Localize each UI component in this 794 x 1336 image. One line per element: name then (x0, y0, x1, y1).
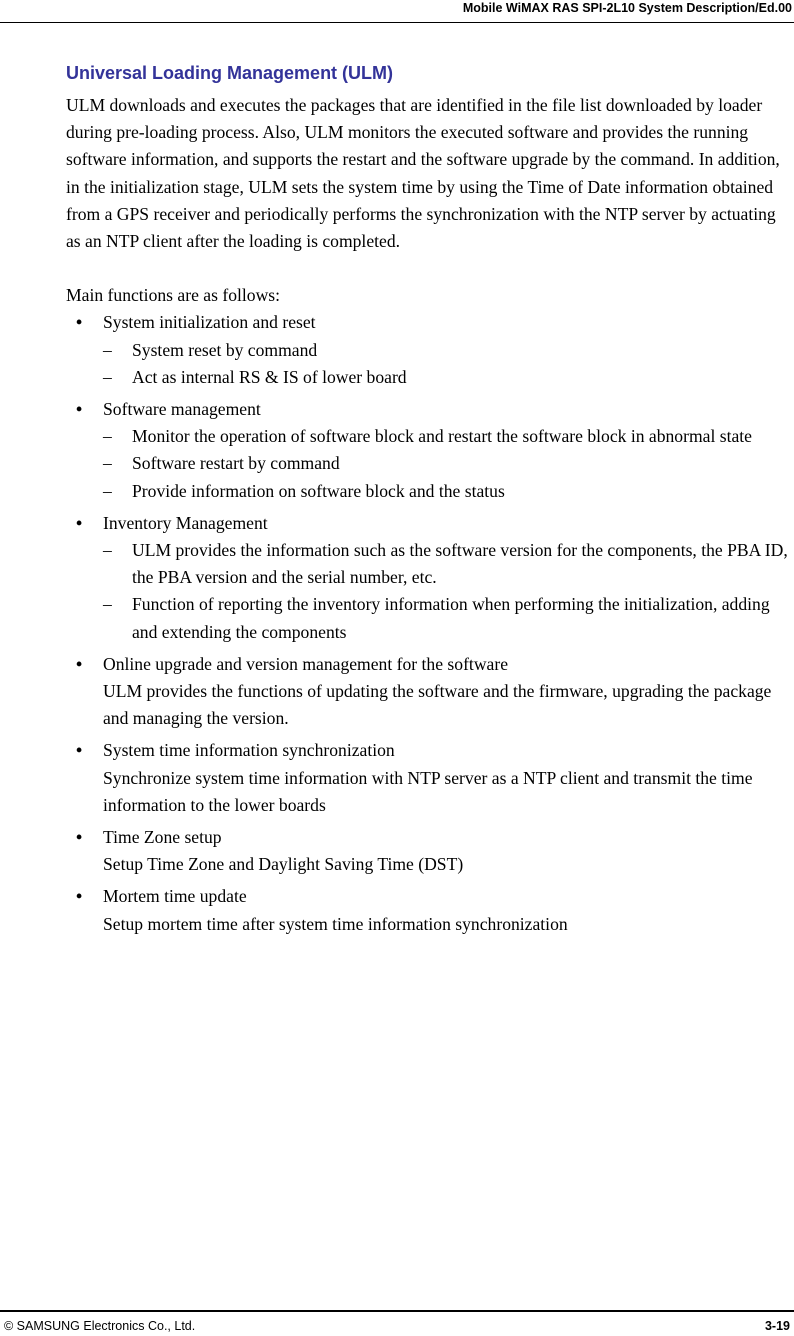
function-item (66, 396, 794, 505)
sub-item-text: Function of reporting the inventory information when performing the initialization, adding and extending the components (132, 594, 770, 642)
sub-item (103, 450, 794, 477)
function-item (66, 651, 794, 733)
function-item (66, 309, 794, 391)
sub-item (103, 364, 794, 391)
dash-icon: – (103, 453, 112, 474)
function-description: ULM provides the functions of updating the software and the firmware, upgrading the package and managing the version. (103, 681, 772, 729)
function-title: System time information synchronization (103, 740, 395, 761)
sub-list (103, 337, 794, 391)
function-title: Mortem time update (103, 886, 247, 907)
function-item (66, 737, 794, 819)
function-description: Setup Time Zone and Daylight Saving Time (DST) (103, 854, 464, 875)
bullet-icon: • (76, 886, 83, 907)
function-item (66, 824, 794, 878)
function-item (66, 883, 794, 937)
sub-item-text: ULM provides the information such as the software version for the components, the PBA ID, the PBA version and the serial number, etc. (132, 540, 788, 588)
bullet-icon: • (76, 512, 83, 533)
bullet-icon: • (76, 312, 83, 333)
header-rule (0, 22, 794, 23)
sub-item (103, 423, 794, 450)
sub-item (103, 337, 794, 364)
sub-item-text: System reset by command (132, 339, 318, 360)
body-content (66, 92, 794, 938)
function-item (66, 510, 794, 646)
sub-item-text: Monitor the operation of software block and restart the software block in abnormal state (132, 426, 752, 447)
sub-item-text: Software restart by command (132, 453, 340, 474)
dash-icon: – (103, 426, 112, 447)
function-title: Inventory Management (103, 512, 268, 533)
page-number: 3-19 (764, 1319, 790, 1333)
bullet-icon: • (76, 740, 83, 761)
dash-icon: – (103, 540, 112, 561)
function-description: Synchronize system time information with NTP server as a NTP client and transmit the time information to the lower boards (103, 767, 753, 815)
intro-paragraph: ULM downloads and executes the packages that are identified in the file list downloaded by loader during pre-loading process. Also, ULM monitors the executed software and provides the running software information, and supports the restart and the software upgrade by the command. In addition, in the initialization stage, ULM sets the system time by using the Time of Date information obtained from a GPS receiver and periodically performs the synchronization with the NTP server by actuating as an NTP client after the loading is completed. (66, 95, 780, 252)
sub-item-text: Act as internal RS & IS of lower board (132, 366, 407, 387)
sub-list (103, 423, 794, 505)
footer-rule (0, 1310, 794, 1312)
footer-copyright: © SAMSUNG Electronics Co., Ltd. (4, 1319, 196, 1333)
function-title: System initialization and reset (103, 312, 316, 333)
functions-lead: Main functions are as follows: (66, 285, 281, 306)
sub-item (103, 537, 794, 591)
sub-item (103, 591, 794, 645)
bullet-icon: • (76, 399, 83, 420)
sub-item (103, 478, 794, 505)
function-title: Software management (103, 399, 261, 420)
bullet-icon: • (76, 653, 83, 674)
dash-icon: – (103, 366, 112, 387)
dash-icon: – (103, 594, 112, 615)
bullet-icon: • (76, 827, 83, 848)
functions-list (66, 309, 794, 937)
section-title: Universal Loading Management (ULM) (66, 63, 394, 83)
dash-icon: – (103, 480, 112, 501)
function-description: Setup mortem time after system time information synchronization (103, 913, 568, 934)
sub-list (103, 537, 794, 646)
dash-icon: – (103, 339, 112, 360)
running-header: Mobile WiMAX RAS SPI-2L10 System Description/Ed.00 (462, 1, 792, 15)
function-title: Online upgrade and version management for the software (103, 653, 508, 674)
function-title: Time Zone setup (103, 827, 222, 848)
sub-item-text: Provide information on software block and the status (132, 480, 505, 501)
